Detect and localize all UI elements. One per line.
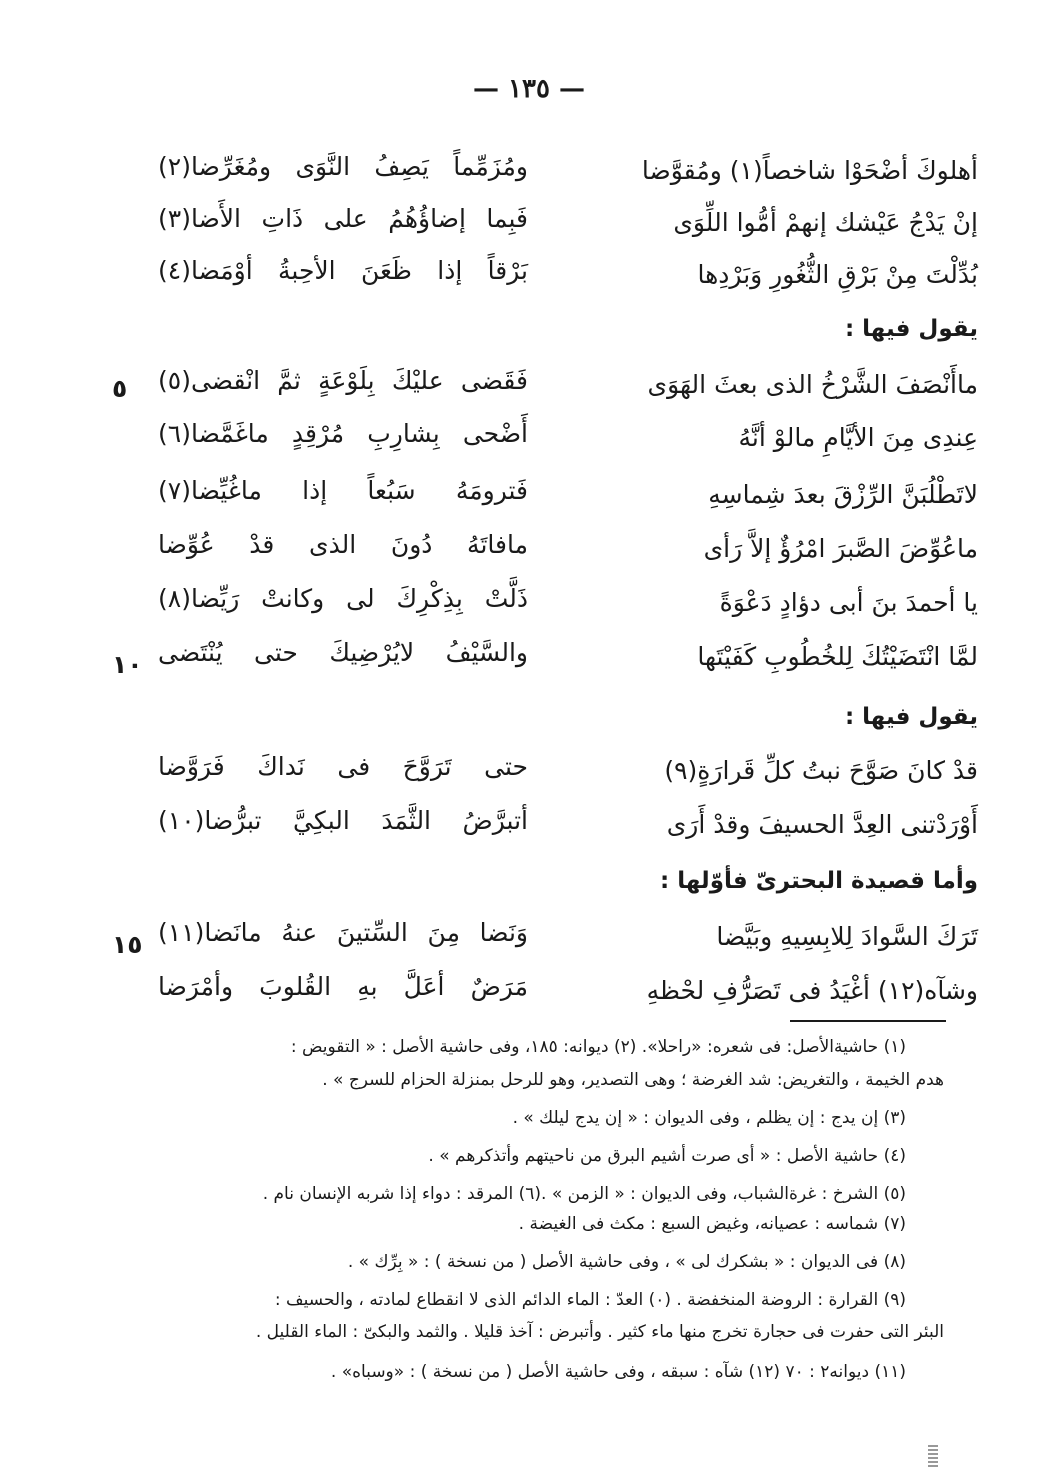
verse-first-hemistich: إنْ يَدْجُ عَيْشك إنهمْ أمُّوا اللِّوَى <box>673 208 978 237</box>
footnote-line: هدم الخيمة ، والتغريض: شد الغرضة ؛ وهى التصدير، وهو للرحل بمنزلة الحزام للسرج » . <box>322 1070 944 1090</box>
verse-second-hemistich: مَرَضٌ أعَلَّ بهِ القُلوبَ وأمْرَضا <box>158 972 528 1001</box>
footnote-line: (٥) الشرخ : غرةالشباب، وفى الديوان : « الزمن » .(٦) المرقد : دواء إذا شربه الإنسان نام . <box>262 1184 906 1204</box>
section-intro: يقول فيها : <box>844 704 978 730</box>
verse-second-hemistich: والسَّيْفُ لايُرْضِيكَ حتى يُنْتَضى <box>158 638 528 667</box>
footnote-line: البئر التى حفرت فى حجارة تخرج منها ماء كثير . وأتبرض : آخذ قليلا . والثمد والبكىّ : الماء القليل . <box>255 1322 944 1342</box>
line-number: ١٥ <box>112 930 143 959</box>
verse-first-hemistich: أهلوكَ أضْحَوْا شاخصاً(١) ومُقوَّضا <box>641 156 978 185</box>
verse-first-hemistich: وشآه(١٢) أغْيَدُ فى تَصَرُّفِ لحْظهِ <box>646 976 978 1005</box>
verse-first-hemistich: ماأَنْصَفَ الشَّرْخُ الذى بعثَ الهَوَى <box>647 370 978 399</box>
verse-first-hemistich: ماعُوِّضَ الصَّبرَ امْرُؤٌ إلاَّ رَأى <box>703 534 978 563</box>
verse-second-hemistich: حتى تَرَوَّحَ فى نَداكَ فَرَوَّضا <box>158 752 528 781</box>
page-number: — ١٣٥ — <box>472 74 586 104</box>
verse-second-hemistich: وَنَضا مِنَ السِّتينَ عنهُ مانَضا(١١) <box>158 918 528 947</box>
verse-first-hemistich: يا أحمدَ بنَ أبى دؤادٍ دَعْوَةً <box>719 588 978 617</box>
verse-second-hemistich: فَبِما إضاؤُهُمُ على ذَاتِ الأَضا(٣) <box>158 204 528 233</box>
section-intro: وأما قصيدة البحترىّ فأوّلها : <box>660 868 978 894</box>
footnote-line: (٤) حاشية الأصل : « أى صرت أشيم البرق من ناحيتهم وأتذكرهم » . <box>428 1146 906 1166</box>
verse-first-hemistich: لمَّا انْتَضَيْتُكَ لِلخُطُوبِ كَفَيْتَها <box>697 642 978 671</box>
footnote-separator <box>790 1020 946 1022</box>
verse-second-hemistich: فَقَضى عليْكَ بِلَوْعَةٍ ثمَّ انْقضى(٥) <box>158 366 528 395</box>
verse-first-hemistich: بُدِّلْتَ مِنْ بَرْقِ الثُّغُورِ وَبَرْدِها <box>697 260 978 289</box>
verse-first-hemistich: قدْ كانَ صَوَّحَ نبتُ كلِّ قَرارَةٍ(٩) <box>664 756 978 785</box>
verse-second-hemistich: مافاتَهُ دُونَ الذى قدْ عُوِّضا <box>158 530 528 559</box>
footnote-line: (٣) إن يدج : إن يظلم ، وفى الديوان : « إن يدج ليلك » . <box>512 1108 906 1128</box>
verse-second-hemistich: فَترومَهُ سَبُعاً إذا ماغُيِّضا(٧) <box>158 476 528 505</box>
verse-first-hemistich: لاتَطْلُبَنَّ الرِّزْقَ بعدَ شِماسِهِ <box>708 480 978 509</box>
verse-second-hemistich: أتبرَّضُ الثَّمَدَ البكِيَّ تبرُّضا(١٠) <box>158 806 528 835</box>
footnote-line: (١) حاشيةالأصل: فى شعره: «راحلا». (٢) ديوانه: ١٨٥، وفى حاشية الأصل : « التقويض : <box>290 1037 906 1057</box>
scan-artifact <box>928 1445 938 1467</box>
verse-first-hemistich: أَوْرَدْتنى العِدَّ الحسيفَ وقدْ أَرَى <box>666 810 978 839</box>
footnote-line: (١١) ديوانه٢ : ٧٠ (١٢) شآه : سبقه ، وفى حاشية الأصل ( من نسخة ) : «وسباه» . <box>330 1362 906 1382</box>
footnote-line: (٨) فى الديوان : « بشكرك لى » ، وفى حاشية الأصل ( من نسخة ) : « بِرِّك » . <box>347 1252 906 1272</box>
section-intro: يقول فيها : <box>844 316 978 342</box>
verse-first-hemistich: عِندِى مِنَ الأيَّامِ مالوْ أنَّهُ <box>738 423 978 452</box>
line-number: ٥ <box>112 374 128 403</box>
verse-second-hemistich: ذَلَّتْ بِذِكْرِكَ لى وكانتْ رَيِّضا(٨) <box>158 584 528 613</box>
verse-second-hemistich: ومُزَمِّماً يَصِفُ النَّوَى ومُغَرِّضا(٢) <box>158 152 528 181</box>
verse-second-hemistich: أَضْحى بِشارِبِ مُرْقِدٍ ماغَمَّضا(٦) <box>158 419 528 448</box>
verse-first-hemistich: تَرَكَ السَّوادَ لِلابِسِيهِ وبَيَّضا <box>716 922 978 951</box>
footnote-line: (٧) شماسه : عصيانه، وغيض السبع : مكث فى الغيضة . <box>518 1214 906 1234</box>
line-number: ١٠ <box>112 650 143 679</box>
verse-second-hemistich: بَرْقاً إذا ظَعَنَ الأحِبةُ أوْمَضا(٤) <box>158 256 528 285</box>
footnote-line: (٩) القرارة : الروضة المنخفضة . (٠) العدّ : الماء الدائم الذى لا انقطاع لمادته ، والحسيف : <box>274 1290 906 1310</box>
